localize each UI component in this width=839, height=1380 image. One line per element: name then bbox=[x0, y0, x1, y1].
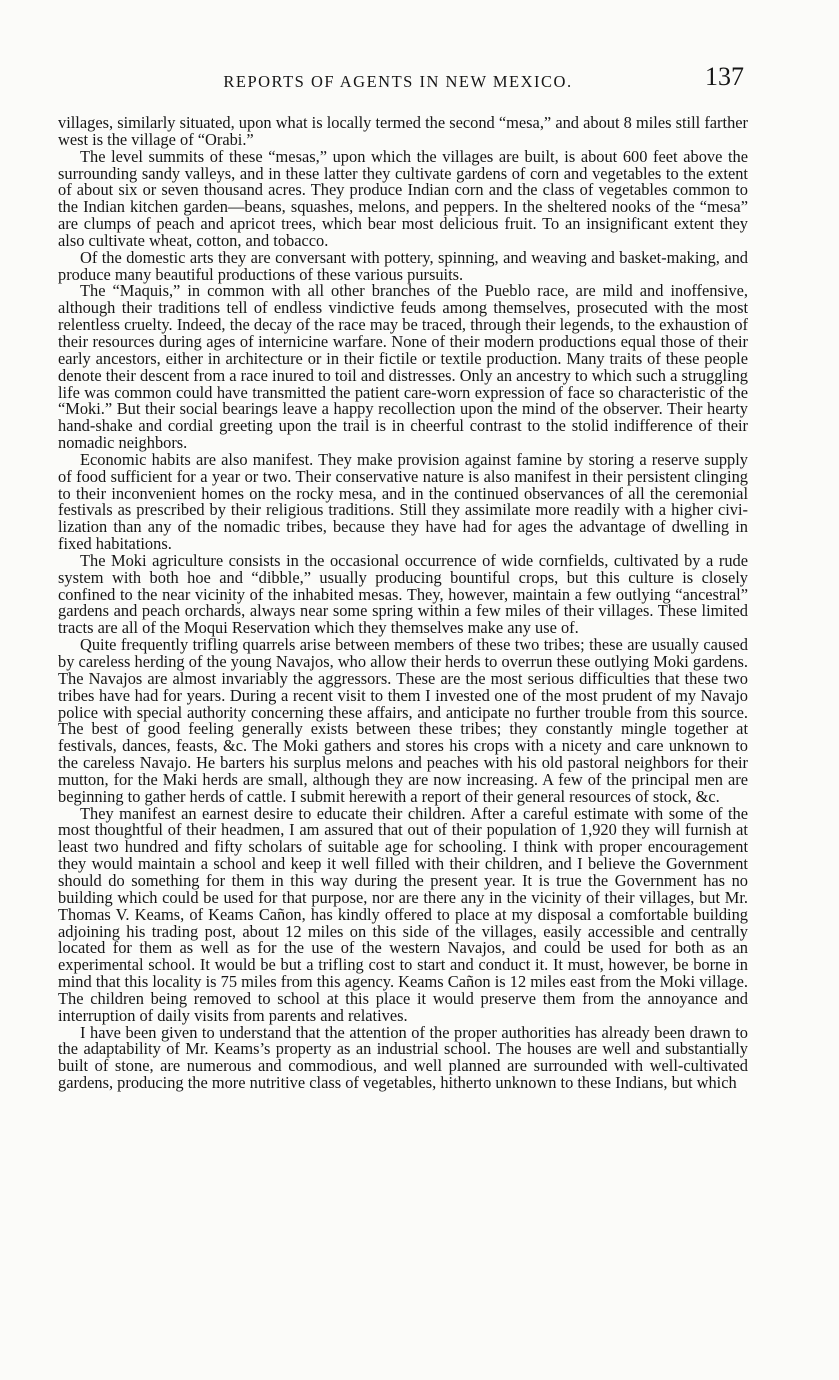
paragraph-continued-villages: villages, similarly situated, upon what is locally termed the second “mesa,” and about 8 miles still farther west is the village of “Orabi.” bbox=[58, 113, 748, 149]
report-body bbox=[58, 115, 748, 1092]
running-title: REPORTS OF AGENTS IN NEW MEXICO. bbox=[223, 72, 573, 91]
paragraph-maquis-character: The “Maquis,” in common with all other branches of the Pueblo race, are mild and inoffensive, although their traditions tell of endless vindictive feuds among themselves, prosecuted with the most relentless cruelty. Indeed, the decay of the race may be traced, through their legends, to the exhaustion of their resources during ages of internicine warfare. None of their modern productions equal those of their early ancestors, either in architecture or in their fictile or textile production. Many traits of these people denote their descent from a race inured to toil and distresses. Only an ancestry to which such a struggling life was common could have transmitted the patient care-worn expression of face so characteristic of the “Moki.” But their social bearings leave a happy recollection upon the mind of the observer. Their hearty hand-shake and cordial greeting upon the trail is in cheerful contrast to the stolid indifference of their nomadic neighbors. bbox=[58, 281, 748, 453]
paragraph-education: They manifest an earnest desire to educate their children. After a careful estimate with some of the most thoughtful of their headmen, I am assured that out of their population of 1,920 they will furnish at least two hundred and fifty scholars of suitable age for schooling. I think with proper encouragement they would maintain a school and keep it well filled with their children, and I believe the Government should do something for them in this way during the present year. It is true the Government has no building which could be used for that purpose, nor are there any in the vicinity of their villages, but Mr. Thomas V. Keams, of Keams Cañon, has kindly offered to place at my disposal a comfortable building adjoining his trading post, about 12 miles on this side of the villages, easily accessible and centrally located for them as well as for the use of the western Navajos, and could be used for both as an experimental school. It would be but a trifling cost to start and conduct it. It must, however, be borne in mind that this locality is 75 miles from this agency. Keams Cañon is 12 miles east from the Moki village. The children being removed to school at this place it would preserve them from the annoyance and interruption of daily visits from parents and relatives. bbox=[58, 803, 748, 1025]
paragraph-tribal-quarrels: Quite frequently trifling quarrels arise between members of these two tribes; these are usually caused by careless herding of the young Navajos, who allow their herds to overrun these outlying Moki gardens. The Navajos are almost invariably the aggressors. These are the most serious difficulties that these two tribes have had for years. During a recent visit to them I invested one of the most prudent of my Navajo police with special authority concerning these affairs, and anticipate no further trouble from this source. The best of good feeling generally exists between these tribes; they constantly mingle together at festivals, dances, feasts, &c. The Moki gathers and stores his crops with a nicety and care unknown to the careless Navajo. He barters his surplus melons and peaches with his old pastoral neighbors for their mutton, for the Maki herds are small, although they are now increasing. A few of the principal men are beginning to gather herds of cattle. I submit herewith a report of their general resources of stock, &c. bbox=[58, 635, 748, 806]
page-number: 137 bbox=[705, 62, 744, 91]
running-header bbox=[52, 62, 744, 92]
paragraph-moki-agriculture: The Moki agriculture consists in the occasional occurrence of wide cornfields, cultivated by a rude system with both hoe and “dibble,” usually producing bountiful crops, but this culture is closely confined to the near vicinity of the inhabited mesas. They, however, maintain a few outlying “ancestral” gardens and peach orchards, always near some spring within a few miles of their villages. These limited tracts are all of the Moqui Reservation which they themselves make any use of. bbox=[58, 550, 748, 638]
paragraph-economic-habits: Economic habits are also manifest. They make provision against famine by storing a reserve supply of food sufficient for a year or two. Their conservative nature is also manifest in their persistent clinging to their inconvenient homes on the rocky mesa, and in the continued observances of all the ceremonial festivals as prescribed by their religious traditions. Still they assimilate more readily with a higher civilization than any of the nomadic tribes, because they have had for ages the advantage of dwelling in fixed habitations. bbox=[58, 449, 748, 554]
paragraph-industrial-school: I have been given to understand that the attention of the proper authorities has already been drawn to the adaptability of Mr. Keams’s property as an industrial school. The houses are well and substantially built of stone, are numerous and commodious, and well planned are surrounded with well-cultivated gardens, producing the more nutritive class of vegetables, hitherto unknown to these Indians, but which bbox=[58, 1022, 748, 1093]
paragraph-mesa-summits: The level summits of these “mesas,” upon which the villages are built, is about 600 feet above the surrounding sandy valleys, and in these latter they cultivate gardens of corn and vegetables to the extent of about six or seven thousand acres. They produce Indian corn and the class of vegetables common to the Indian kitchen garden—beans, squashes, melons, and peppers. In the sheltered nooks of the “mesa” are clumps of peach and apricot trees, which bear most delicious fruit. To an insignificant extent they also cultivate wheat, cotton, and tobacco. bbox=[58, 146, 748, 250]
paragraph-domestic-arts: Of the domestic arts they are conversant with pottery, spinning, and weaving and basket-making, and produce many beautiful productions of these various pursuits. bbox=[58, 247, 748, 284]
